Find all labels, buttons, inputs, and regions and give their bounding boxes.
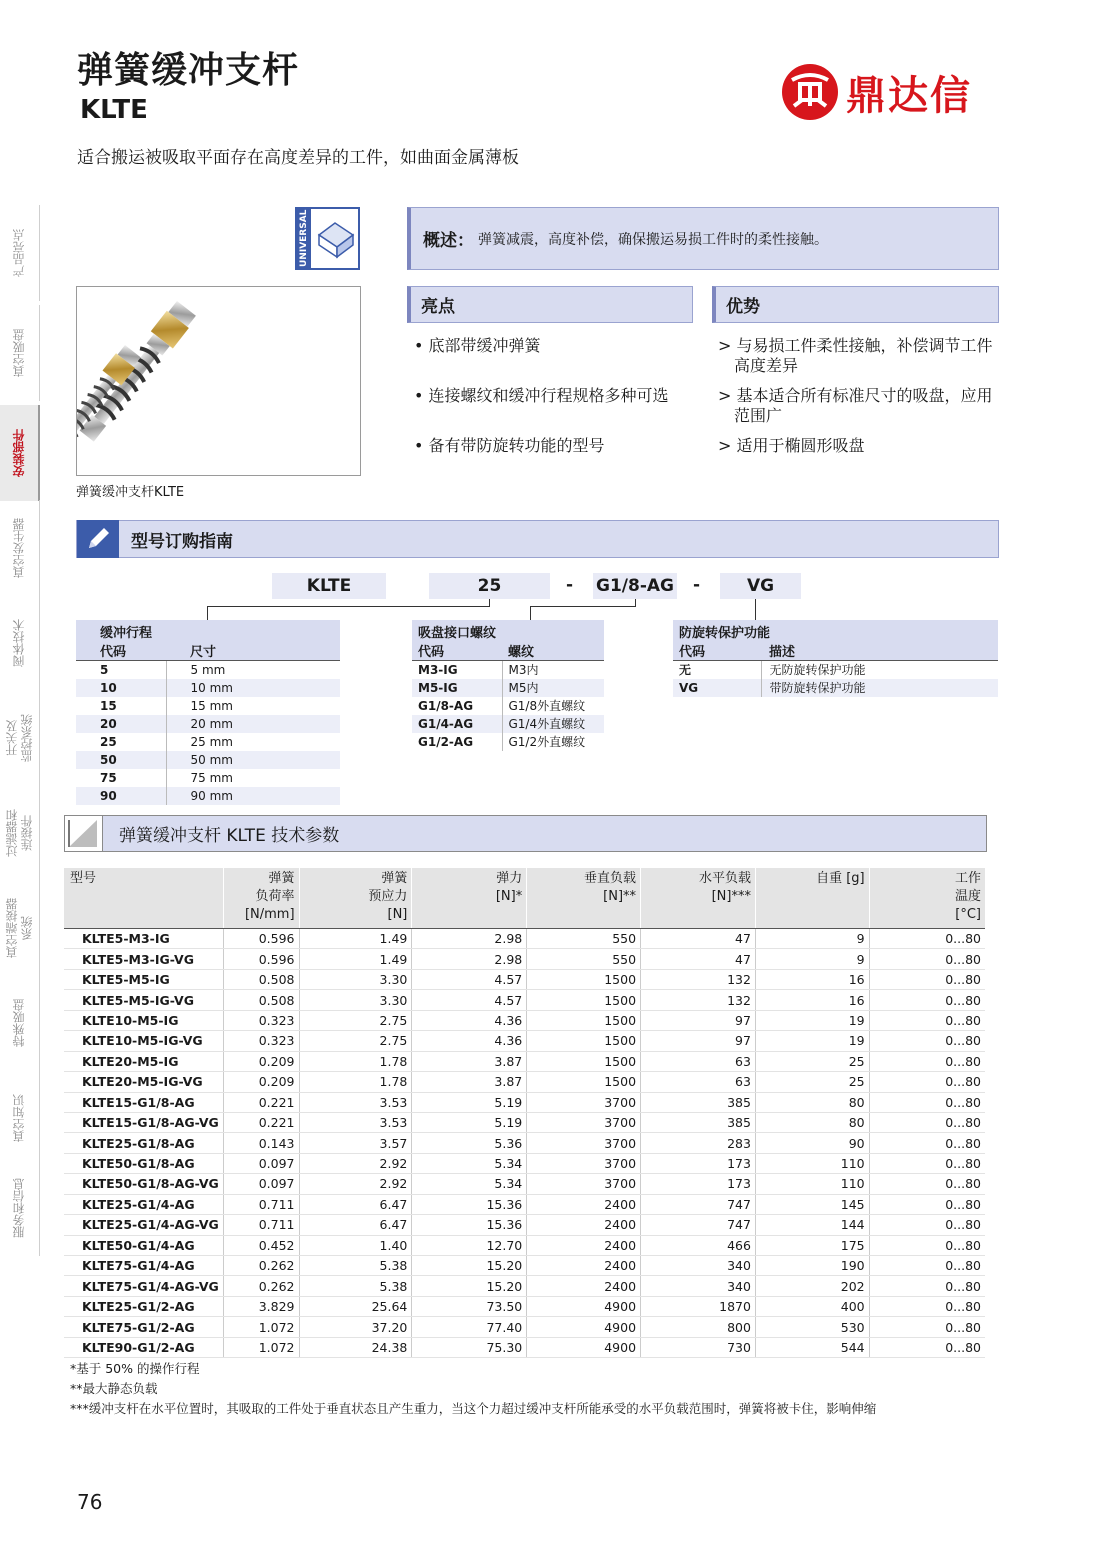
connector-line <box>635 599 636 607</box>
highlights-heading: 亮点 <box>407 286 693 323</box>
model-cell: KLTE10-M5-IG <box>64 1010 223 1030</box>
value-cell: 5.38 <box>299 1276 412 1296</box>
value-cell: 544 <box>755 1337 869 1357</box>
tech-table <box>64 868 985 1358</box>
tech-table-row <box>64 1051 985 1071</box>
value-cell: 15.20 <box>412 1256 527 1276</box>
tech-title: 弹簧缓冲支杆 KLTE 技术参数 <box>119 826 340 846</box>
product-image <box>76 286 361 476</box>
tech-column-header: 弹簧 负荷率 [N/mm] <box>223 868 299 929</box>
value-cell: 0.711 <box>223 1194 299 1214</box>
value-cell: 0.508 <box>223 990 299 1010</box>
value-cell: 25.64 <box>299 1296 412 1316</box>
model-cell: KLTE25-G1/4-AG-VG <box>64 1215 223 1235</box>
value-cell: 47 <box>641 949 756 969</box>
value-cell: 5.36 <box>412 1133 527 1153</box>
value-cell: 3.53 <box>299 1092 412 1112</box>
page-title: 弹簧缓冲支杆 <box>77 50 300 91</box>
tech-column-header: 型号 <box>64 868 223 929</box>
tech-data-icon <box>65 816 103 851</box>
value-cell: 0...80 <box>869 929 985 949</box>
value-cell: 6.47 <box>299 1194 412 1214</box>
value-cell: 97 <box>641 1031 756 1051</box>
value-cell: 0.323 <box>223 1010 299 1030</box>
value-cell: 173 <box>641 1174 756 1194</box>
overview-label: 概述： <box>423 231 474 251</box>
value-cell: 173 <box>641 1153 756 1173</box>
value-cell: 0...80 <box>869 949 985 969</box>
tech-column-header: 水平负载 [N]*** <box>641 868 756 929</box>
model-cell: KLTE10-M5-IG-VG <box>64 1031 223 1051</box>
value-cell: 1.072 <box>223 1317 299 1337</box>
thread-col-code: 代码 <box>412 641 502 661</box>
highlight-item: • 连接螺纹和缓冲行程规格多种可选 <box>414 386 669 405</box>
tech-table-header <box>64 868 985 929</box>
thread-row: M3-IG M3内 <box>412 661 604 679</box>
tech-heading <box>64 815 987 852</box>
model-cell: KLTE5-M5-IG <box>64 969 223 989</box>
value-cell: 3700 <box>527 1153 641 1173</box>
model-cell: KLTE75-G1/2-AG <box>64 1317 223 1337</box>
value-cell: 0.711 <box>223 1215 299 1235</box>
value-cell: 0...80 <box>869 1194 985 1214</box>
tech-table-row <box>64 1276 985 1296</box>
model-cell: KLTE5-M3-IG <box>64 929 223 949</box>
value-cell: 37.20 <box>299 1317 412 1337</box>
value-cell: 15.36 <box>412 1194 527 1214</box>
value-cell: 1.78 <box>299 1072 412 1092</box>
product-caption: 弹簧缓冲支杆KLTE <box>76 485 185 500</box>
value-cell: 0...80 <box>869 1337 985 1357</box>
footnote: ***缓冲支杆在水平位置时，其吸取的工件处于垂直状态且产生重力，当这个力超过缓冲支杆所能承受的水平负载范围时，弹簧将被卡住，影响伸缩 <box>70 1401 877 1416</box>
value-cell: 3700 <box>527 1133 641 1153</box>
thread-row: G1/8-AG G1/8外直螺纹 <box>412 697 604 715</box>
value-cell: 63 <box>641 1072 756 1092</box>
overview-text: 弹簧减震，高度补偿，确保搬运易损工件时的柔性接触。 <box>478 231 828 248</box>
thread-table <box>412 620 604 751</box>
tech-table-row <box>64 1031 985 1051</box>
value-cell: 340 <box>641 1276 756 1296</box>
value-cell: 0...80 <box>869 1133 985 1153</box>
code-antirotation: VG <box>720 573 801 599</box>
universal-badge <box>295 207 360 270</box>
highlight-item: • 备有带防旋转功能的型号 <box>414 436 605 455</box>
value-cell: 2.92 <box>299 1153 412 1173</box>
value-cell: 2.75 <box>299 1010 412 1030</box>
tech-table-row <box>64 1296 985 1316</box>
value-cell: 110 <box>755 1174 869 1194</box>
antirotation-row: VG 带防旋转保护功能 <box>673 679 998 697</box>
page-description: 适合搬运被吸取平面存在高度差异的工件，如曲面金属薄板 <box>77 148 519 168</box>
sidenav-item-highlights[interactable]: 产品亮点 <box>0 205 40 301</box>
value-cell: 0.221 <box>223 1092 299 1112</box>
value-cell: 25 <box>755 1051 869 1071</box>
value-cell: 0...80 <box>869 1031 985 1051</box>
value-cell: 1500 <box>527 1072 641 1092</box>
value-cell: 550 <box>527 929 641 949</box>
model-cell: KLTE50-G1/8-AG <box>64 1153 223 1173</box>
spring-rod-illustration <box>77 287 360 475</box>
advantage-item: > 适用于椭圆形吸盘 <box>718 436 865 455</box>
model-cell: KLTE25-G1/8-AG <box>64 1133 223 1153</box>
value-cell: 730 <box>641 1337 756 1357</box>
value-cell: 0.596 <box>223 949 299 969</box>
advantages-heading: 优势 <box>712 286 999 323</box>
stroke-row: 5 5 mm <box>76 661 340 679</box>
sidenav-item-service[interactable]: 服务和信息 <box>0 1160 40 1256</box>
connector-line <box>530 606 635 620</box>
value-cell: 1.072 <box>223 1337 299 1357</box>
value-cell: 0.508 <box>223 969 299 989</box>
value-cell: 385 <box>641 1092 756 1112</box>
value-cell: 3700 <box>527 1092 641 1112</box>
value-cell: 15.20 <box>412 1276 527 1296</box>
value-cell: 4.36 <box>412 1031 527 1051</box>
highlight-item: • 底部带缓冲弹簧 <box>414 336 541 355</box>
value-cell: 283 <box>641 1133 756 1153</box>
value-cell: 2400 <box>527 1235 641 1255</box>
tech-table-row <box>64 969 985 989</box>
value-cell: 1.78 <box>299 1051 412 1071</box>
value-cell: 16 <box>755 969 869 989</box>
value-cell: 5.19 <box>412 1112 527 1132</box>
tech-column-header: 弹力 [N]* <box>412 868 527 929</box>
thread-row: G1/2-AG G1/2外直螺纹 <box>412 733 604 751</box>
sidenav-item-switches[interactable]: 开关及 监控系统 <box>0 690 40 786</box>
value-cell: 0...80 <box>869 1092 985 1112</box>
value-cell: 385 <box>641 1112 756 1132</box>
value-cell: 466 <box>641 1235 756 1255</box>
value-cell: 2.92 <box>299 1174 412 1194</box>
value-cell: 1870 <box>641 1296 756 1316</box>
value-cell: 19 <box>755 1010 869 1030</box>
tech-table-row <box>64 1092 985 1112</box>
value-cell: 1500 <box>527 1051 641 1071</box>
sidenav-item-valves[interactable]: 阀体技术 <box>0 595 40 691</box>
page-number: 76 <box>77 1490 103 1514</box>
value-cell: 73.50 <box>412 1296 527 1316</box>
universal-label: UNIVERSAL <box>299 209 309 268</box>
tech-table-row <box>64 1215 985 1235</box>
tech-column-header: 工作 温度 [°C] <box>869 868 985 929</box>
value-cell: 24.38 <box>299 1337 412 1357</box>
value-cell: 4.57 <box>412 969 527 989</box>
value-cell: 0.596 <box>223 929 299 949</box>
brand-logo <box>780 60 1005 124</box>
tech-column-header: 自重 [g] <box>755 868 869 929</box>
value-cell: 90 <box>755 1133 869 1153</box>
advantage-item: > 与易损工件柔性接触，补偿调节工件高度差异 <box>718 336 993 375</box>
value-cell: 550 <box>527 949 641 969</box>
value-cell: 5.19 <box>412 1092 527 1112</box>
stroke-table <box>76 620 340 805</box>
tech-table-row <box>64 929 985 949</box>
tech-table-row <box>64 1112 985 1132</box>
value-cell: 340 <box>641 1256 756 1276</box>
sidenav-item-suction-cups[interactable]: 真空吸盘 <box>0 305 40 401</box>
connector-line <box>207 606 489 620</box>
side-navigation <box>0 205 40 1245</box>
value-cell: 25 <box>755 1072 869 1092</box>
value-cell: 0...80 <box>869 1296 985 1316</box>
antirotation-table <box>673 620 998 697</box>
code-thread: G1/8-AG <box>593 573 677 599</box>
value-cell: 0.221 <box>223 1112 299 1132</box>
value-cell: 530 <box>755 1317 869 1337</box>
value-cell: 0...80 <box>869 1153 985 1173</box>
antirotation-table-title: 防旋转保护功能 <box>673 620 998 641</box>
code-separator: - <box>566 575 574 595</box>
value-cell: 747 <box>641 1194 756 1214</box>
value-cell: 747 <box>641 1215 756 1235</box>
value-cell: 132 <box>641 990 756 1010</box>
value-cell: 3.53 <box>299 1112 412 1132</box>
code-base: KLTE <box>272 573 386 599</box>
value-cell: 4900 <box>527 1337 641 1357</box>
value-cell: 110 <box>755 1153 869 1173</box>
value-cell: 175 <box>755 1235 869 1255</box>
value-cell: 0.323 <box>223 1031 299 1051</box>
footnotes <box>70 1359 876 1419</box>
thread-row: G1/4-AG G1/4外直螺纹 <box>412 715 604 733</box>
value-cell: 0...80 <box>869 1010 985 1030</box>
value-cell: 800 <box>641 1317 756 1337</box>
value-cell: 3.87 <box>412 1072 527 1092</box>
value-cell: 80 <box>755 1112 869 1132</box>
value-cell: 2400 <box>527 1276 641 1296</box>
value-cell: 2400 <box>527 1194 641 1214</box>
value-cell: 2400 <box>527 1256 641 1276</box>
connector-line <box>755 599 756 620</box>
value-cell: 2.75 <box>299 1031 412 1051</box>
tech-table-row <box>64 990 985 1010</box>
overview-box <box>407 207 999 270</box>
tech-table-row <box>64 1256 985 1276</box>
value-cell: 3.30 <box>299 969 412 989</box>
highlights-list <box>414 336 704 466</box>
tech-table-row <box>64 1194 985 1214</box>
sidenav-item-end-effectors[interactable]: 真空端接器 系统 <box>0 880 40 976</box>
footnote: **最大静态负载 <box>70 1381 158 1396</box>
value-cell: 1500 <box>527 1031 641 1051</box>
value-cell: 0.209 <box>223 1072 299 1092</box>
tech-table-row <box>64 1133 985 1153</box>
value-cell: 0.097 <box>223 1153 299 1173</box>
value-cell: 3.57 <box>299 1133 412 1153</box>
value-cell: 1.49 <box>299 949 412 969</box>
tech-table-body <box>64 929 985 1358</box>
stroke-col-code: 代码 <box>76 641 166 661</box>
value-cell: 0...80 <box>869 969 985 989</box>
antirotation-col-desc: 描述 <box>761 641 998 661</box>
value-cell: 3.30 <box>299 990 412 1010</box>
thread-row: M5-IG M5内 <box>412 679 604 697</box>
model-cell: KLTE20-M5-IG-VG <box>64 1072 223 1092</box>
tech-table-row <box>64 949 985 969</box>
value-cell: 6.47 <box>299 1215 412 1235</box>
value-cell: 5.38 <box>299 1256 412 1276</box>
tech-table-row <box>64 1153 985 1173</box>
footnote: *基于 50% 的操作行程 <box>70 1361 200 1376</box>
code-stroke: 25 <box>429 573 550 599</box>
value-cell: 4900 <box>527 1296 641 1316</box>
value-cell: 75.30 <box>412 1337 527 1357</box>
model-cell: KLTE25-G1/2-AG <box>64 1296 223 1316</box>
tech-table-row <box>64 1072 985 1092</box>
value-cell: 0.262 <box>223 1276 299 1296</box>
value-cell: 97 <box>641 1010 756 1030</box>
tech-column-header: 弹簧 预应力 [N] <box>299 868 412 929</box>
value-cell: 190 <box>755 1256 869 1276</box>
order-guide-title: 型号订购指南 <box>131 531 233 552</box>
stroke-row: 15 15 mm <box>76 697 340 715</box>
value-cell: 12.70 <box>412 1235 527 1255</box>
model-cell: KLTE15-G1/8-AG <box>64 1092 223 1112</box>
value-cell: 1500 <box>527 1010 641 1030</box>
model-cell: KLTE50-G1/8-AG-VG <box>64 1174 223 1194</box>
model-cell: KLTE20-M5-IG <box>64 1051 223 1071</box>
sidenav-item-generators[interactable]: 真空发生器 <box>0 500 40 596</box>
value-cell: 0...80 <box>869 990 985 1010</box>
value-cell: 77.40 <box>412 1317 527 1337</box>
value-cell: 2400 <box>527 1215 641 1235</box>
model-cell: KLTE5-M5-IG-VG <box>64 990 223 1010</box>
value-cell: 3.829 <box>223 1296 299 1316</box>
value-cell: 0...80 <box>869 1235 985 1255</box>
value-cell: 0...80 <box>869 1256 985 1276</box>
value-cell: 4.57 <box>412 990 527 1010</box>
brand-mark-icon <box>780 62 840 122</box>
value-cell: 0.209 <box>223 1051 299 1071</box>
stroke-col-size: 尺寸 <box>166 641 340 661</box>
model-cell: KLTE15-G1/8-AG-VG <box>64 1112 223 1132</box>
value-cell: 400 <box>755 1296 869 1316</box>
value-cell: 0.143 <box>223 1133 299 1153</box>
brand-name: 鼎达信 <box>846 72 972 119</box>
value-cell: 5.34 <box>412 1174 527 1194</box>
value-cell: 0...80 <box>869 1112 985 1132</box>
tech-table-row <box>64 1010 985 1030</box>
page-subtitle: KLTE <box>80 95 148 125</box>
sidenav-item-knowledge[interactable]: 真空知识 <box>0 1070 40 1166</box>
value-cell: 15.36 <box>412 1215 527 1235</box>
value-cell: 4900 <box>527 1317 641 1337</box>
sidenav-item-filters[interactable]: 过滤器和 连接件 <box>0 785 40 881</box>
value-cell: 1500 <box>527 969 641 989</box>
stroke-row: 50 50 mm <box>76 751 340 769</box>
value-cell: 0...80 <box>869 1215 985 1235</box>
model-cell: KLTE75-G1/4-AG <box>64 1256 223 1276</box>
value-cell: 0.097 <box>223 1174 299 1194</box>
antirotation-col-code: 代码 <box>673 641 761 661</box>
value-cell: 4.36 <box>412 1010 527 1030</box>
value-cell: 0...80 <box>869 1051 985 1071</box>
value-cell: 2.98 <box>412 929 527 949</box>
value-cell: 0.452 <box>223 1235 299 1255</box>
tech-table-row <box>64 1317 985 1337</box>
advantages-list <box>718 336 998 466</box>
value-cell: 132 <box>641 969 756 989</box>
value-cell: 9 <box>755 949 869 969</box>
model-cell: KLTE5-M3-IG-VG <box>64 949 223 969</box>
universal-cube-icon <box>315 213 357 265</box>
model-cell: KLTE90-G1/2-AG <box>64 1337 223 1357</box>
stroke-row: 90 90 mm <box>76 787 340 805</box>
tech-column-header: 垂直负载 [N]** <box>527 868 641 929</box>
value-cell: 16 <box>755 990 869 1010</box>
value-cell: 80 <box>755 1092 869 1112</box>
sidenav-item-mounting[interactable]: 安装部件 <box>0 405 40 501</box>
value-cell: 47 <box>641 929 756 949</box>
value-cell: 1500 <box>527 990 641 1010</box>
tech-table-row <box>64 1174 985 1194</box>
value-cell: 19 <box>755 1031 869 1051</box>
value-cell: 3.87 <box>412 1051 527 1071</box>
value-cell: 145 <box>755 1194 869 1214</box>
pencil-icon <box>77 520 119 558</box>
value-cell: 9 <box>755 929 869 949</box>
stroke-row: 75 75 mm <box>76 769 340 787</box>
stroke-row: 10 10 mm <box>76 679 340 697</box>
value-cell: 2.98 <box>412 949 527 969</box>
advantage-item: > 基本适合所有标准尺寸的吸盘，应用范围广 <box>718 386 993 425</box>
value-cell: 1.49 <box>299 929 412 949</box>
value-cell: 5.34 <box>412 1153 527 1173</box>
model-cell: KLTE75-G1/4-AG-VG <box>64 1276 223 1296</box>
sidenav-item-special-cups[interactable]: 特殊吸盘 <box>0 975 40 1071</box>
model-cell: KLTE50-G1/4-AG <box>64 1235 223 1255</box>
code-separator: - <box>693 575 701 595</box>
value-cell: 3700 <box>527 1174 641 1194</box>
value-cell: 0...80 <box>869 1174 985 1194</box>
value-cell: 0...80 <box>869 1072 985 1092</box>
antirotation-row: 无 无防旋转保护功能 <box>673 661 998 679</box>
value-cell: 0...80 <box>869 1317 985 1337</box>
value-cell: 202 <box>755 1276 869 1296</box>
value-cell: 0.262 <box>223 1256 299 1276</box>
tech-table-row <box>64 1337 985 1357</box>
connector-line <box>489 599 490 607</box>
model-cell: KLTE25-G1/4-AG <box>64 1194 223 1214</box>
thread-col-thread: 螺纹 <box>502 641 604 661</box>
value-cell: 0...80 <box>869 1276 985 1296</box>
stroke-row: 20 20 mm <box>76 715 340 733</box>
stroke-row: 25 25 mm <box>76 733 340 751</box>
value-cell: 63 <box>641 1051 756 1071</box>
value-cell: 144 <box>755 1215 869 1235</box>
thread-table-title: 吸盘接口螺纹 <box>412 620 604 641</box>
tech-table-row <box>64 1235 985 1255</box>
stroke-table-title: 缓冲行程 <box>76 620 340 641</box>
value-cell: 1.40 <box>299 1235 412 1255</box>
value-cell: 3700 <box>527 1112 641 1132</box>
order-guide-heading <box>76 520 999 558</box>
